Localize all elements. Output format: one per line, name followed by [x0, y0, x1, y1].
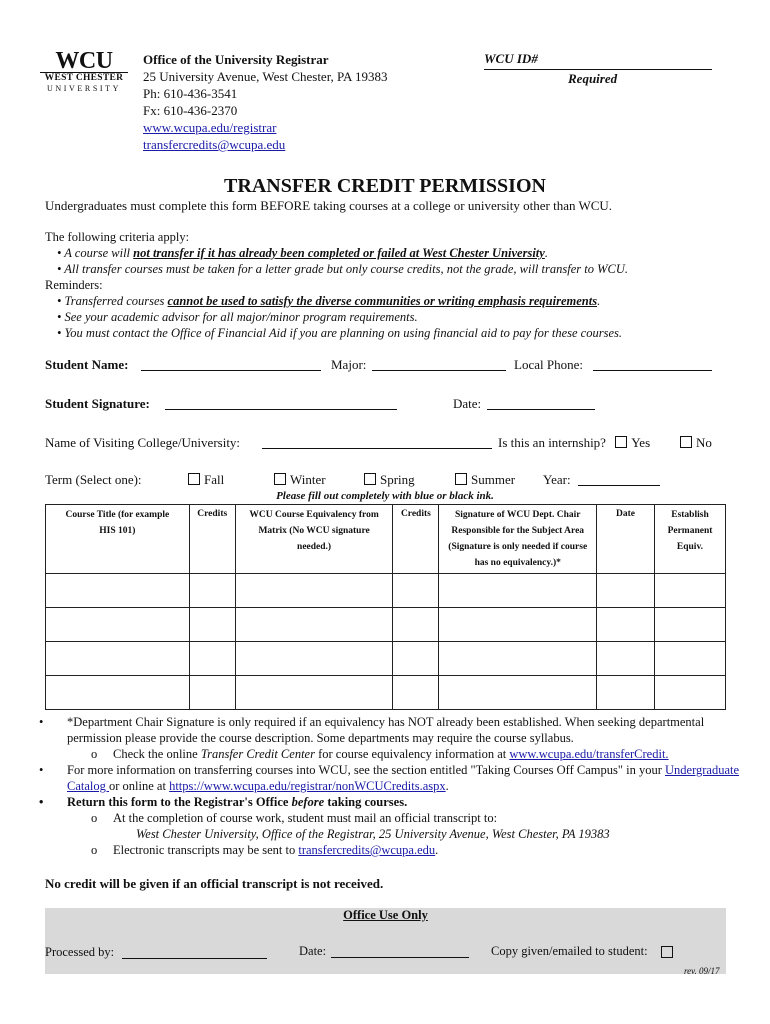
revision-date: rev. 09/17	[684, 966, 720, 976]
note-mail-transcript: o At the completion of course work, student must mail an official transcript to:	[45, 810, 745, 826]
term-summer[interactable]: Summer	[455, 472, 515, 488]
logo-west-chester: WEST CHESTER	[44, 73, 124, 83]
office-date-field[interactable]	[331, 945, 469, 958]
term-winter-checkbox[interactable]	[274, 473, 286, 485]
table-cell[interactable]	[235, 608, 393, 642]
table-cell[interactable]	[439, 676, 597, 710]
notes-block	[45, 714, 745, 858]
table-cell[interactable]	[189, 574, 235, 608]
criteria-block	[45, 229, 745, 341]
table-row	[46, 574, 726, 608]
office-name: Office of the University Registrar	[143, 52, 329, 67]
signature-date-field[interactable]	[487, 397, 595, 410]
criteria-item: • A course will not transfer if it has already been completed or failed at West Chester University.	[57, 246, 548, 260]
table-cell[interactable]	[235, 642, 393, 676]
note-electronic-transcripts: o Electronic transcripts may be sent to transfercredits@wcupa.edu.	[45, 842, 745, 858]
table-cell[interactable]	[235, 574, 393, 608]
reminder-item: • Transferred courses cannot be used to satisfy the diverse communities or writing emphasis requirements.	[57, 294, 601, 308]
term-fall[interactable]: Fall	[188, 472, 224, 488]
table-row	[46, 608, 726, 642]
internship-no-checkbox[interactable]	[680, 436, 692, 448]
table-cell[interactable]	[46, 608, 190, 642]
criteria-item: • All transfer courses must be taken for a letter grade but only course credits, not the grade, will transfer to WCU.	[57, 262, 628, 276]
major-label: Major:	[331, 357, 367, 372]
office-phone: Ph: 610-436-3541	[143, 86, 238, 101]
term-spring[interactable]: Spring	[364, 472, 415, 488]
student-name-label: Student Name:	[45, 357, 129, 372]
header-course-title: Course Title (for example HIS 101)	[46, 505, 190, 574]
table-cell[interactable]	[393, 642, 439, 676]
office-web-link[interactable]: www.wcupa.edu/registrar	[143, 120, 277, 135]
page-title: TRANSFER CREDIT PERMISSION	[224, 175, 546, 197]
table-cell[interactable]	[46, 642, 190, 676]
office-info	[143, 51, 387, 153]
local-phone-label: Local Phone:	[514, 357, 583, 372]
year-label: Year:	[543, 472, 571, 487]
table-cell[interactable]	[439, 642, 597, 676]
header-credits: Credits	[189, 505, 235, 574]
term-spring-checkbox[interactable]	[364, 473, 376, 485]
note-transfer-credit-center: o Check the online Transfer Credit Center for course equivalency information at www.wcupa.edu/transferCredit.	[45, 746, 745, 762]
undergraduate-catalog-link[interactable]: Undergraduate Catalog	[67, 763, 740, 793]
office-date-label: Date:	[299, 944, 327, 958]
reminder-item: • You must contact the Office of Financial Aid if you are planning on using financial aid to pay for these courses.	[57, 326, 622, 340]
reminder-item: • See your academic advisor for all major/minor program requirements.	[57, 310, 418, 324]
visiting-college-label: Name of Visiting College/University:	[45, 435, 241, 450]
criteria-heading: The following criteria apply:	[45, 230, 190, 244]
table-cell[interactable]	[393, 676, 439, 710]
table-cell[interactable]	[597, 642, 655, 676]
table-cell[interactable]	[46, 574, 190, 608]
table-cell[interactable]	[393, 608, 439, 642]
year-field[interactable]	[578, 473, 660, 486]
term-summer-checkbox[interactable]	[455, 473, 467, 485]
header-date: Date	[597, 505, 655, 574]
table-cell[interactable]	[439, 608, 597, 642]
header-chair-signature: Signature of WCU Dept. Chair Responsible for the Subject Area (Signature is only needed if course has no equivalency.)*	[439, 505, 597, 574]
reminders-heading: Reminders:	[45, 278, 103, 292]
student-signature-field[interactable]	[165, 397, 397, 410]
non-wcu-credits-link[interactable]: https://www.wcupa.edu/registrar/nonWCUCredits.aspx	[169, 779, 446, 793]
table-cell[interactable]	[654, 574, 725, 608]
table-row	[46, 676, 726, 710]
note-more-info: • For more information on transferring courses into WCU, see the section entitled "Taking Courses Off Campus" in your Undergraduate Catalog or online at https://www.wcupa.edu/registrar/nonWCUCredits.aspx.	[45, 762, 745, 794]
table-cell[interactable]	[597, 574, 655, 608]
office-use-heading: Office Use Only	[343, 908, 428, 922]
header-establish-equiv: Establish Permanent Equiv.	[654, 505, 725, 574]
fill-note: Please fill out completely with blue or black ink.	[276, 490, 494, 502]
table-header-row	[46, 505, 726, 574]
term-fall-checkbox[interactable]	[188, 473, 200, 485]
local-phone-field[interactable]	[593, 358, 712, 371]
term-label: Term (Select one):	[45, 472, 142, 487]
intro-text: Undergraduates must complete this form BEFORE taking courses at a college or university other than WCU.	[45, 198, 613, 213]
header-wcu-equivalency: WCU Course Equivalency from Matrix (No WCU signature needed.)	[235, 505, 393, 574]
copy-given-label: Copy given/emailed to student:	[491, 944, 648, 958]
no-credit-warning: No credit will be given if an official transcript is not received.	[45, 876, 384, 891]
note-return-form: • Return this form to the Registrar's Office before taking courses.	[45, 794, 745, 810]
office-fax: Fx: 610-436-2370	[143, 103, 238, 118]
term-winter[interactable]: Winter	[274, 472, 326, 488]
major-field[interactable]	[372, 358, 506, 371]
table-cell[interactable]	[654, 608, 725, 642]
table-cell[interactable]	[597, 676, 655, 710]
table-cell[interactable]	[235, 676, 393, 710]
office-email-link[interactable]: transfercredits@wcupa.edu	[143, 137, 286, 152]
internship-question: Is this an internship? Yes	[498, 435, 651, 450]
visiting-college-field[interactable]	[262, 436, 492, 449]
transcripts-email-link[interactable]: transfercredits@wcupa.edu	[298, 843, 436, 857]
internship-no-label: No	[696, 435, 712, 450]
signature-date-label: Date:	[453, 396, 482, 411]
table-cell[interactable]	[189, 676, 235, 710]
internship-no	[680, 435, 712, 451]
table-row	[46, 642, 726, 676]
table-cell[interactable]	[654, 676, 725, 710]
processed-by-field[interactable]	[122, 946, 267, 959]
internship-yes-checkbox[interactable]	[615, 436, 627, 448]
processed-by-label: Processed by:	[45, 945, 115, 959]
table-cell[interactable]	[597, 608, 655, 642]
table-cell[interactable]	[654, 642, 725, 676]
student-signature-label: Student Signature:	[45, 396, 150, 411]
table-cell[interactable]	[189, 642, 235, 676]
student-name-field[interactable]	[141, 358, 321, 371]
office-use-section	[45, 908, 726, 974]
note-chair-signature: • *Department Chair Signature is only required if an equivalency has NOT already been established. When seeking departmental permission please provide the course description. Some departments may require the course syllabus.	[45, 714, 745, 746]
office-address: 25 University Avenue, West Chester, PA 19383	[143, 69, 388, 84]
transfer-credit-link[interactable]: www.wcupa.edu/transferCredit.	[509, 747, 669, 761]
wcu-id-required: Required	[568, 71, 618, 86]
internship-yes-label: Yes	[631, 435, 651, 450]
table-cell[interactable]	[46, 676, 190, 710]
copy-given-checkbox[interactable]	[661, 946, 673, 958]
header-wcu-credits: Credits	[393, 505, 439, 574]
wcu-id-field[interactable]: WCU ID#	[484, 51, 712, 70]
table-cell[interactable]	[189, 608, 235, 642]
table-cell[interactable]	[439, 574, 597, 608]
logo-university: UNIVERSITY	[47, 84, 121, 93]
table-cell[interactable]	[393, 574, 439, 608]
wcu-logo	[40, 50, 128, 94]
logo-wcu: WCU	[40, 50, 128, 73]
registrar-mailing-address: West Chester University, Office of the Registrar, 25 University Avenue, West Chester, PA 19383	[136, 827, 610, 841]
course-table	[45, 504, 726, 710]
